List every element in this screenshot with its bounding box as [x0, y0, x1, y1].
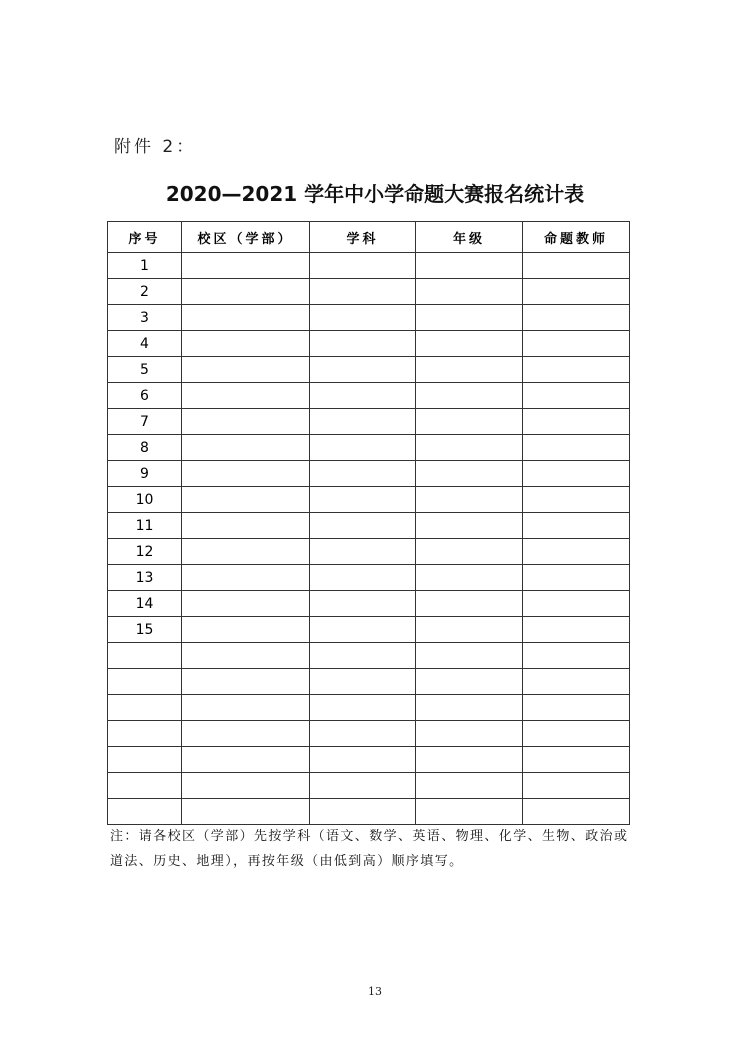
row-index-cell: 1 [108, 253, 182, 279]
footnote: 注：请各校区（学部）先按学科（语文、数学、英语、物理、化学、生物、政治或道法、历史、地理），再按年级（由低到高）顺序填写。 [110, 829, 629, 869]
table-row [108, 487, 630, 513]
grade-cell[interactable] [416, 617, 523, 643]
subject-cell[interactable] [310, 643, 416, 669]
table-row [108, 695, 630, 721]
row-index-cell: 8 [108, 435, 182, 461]
campus-cell[interactable] [182, 669, 310, 695]
table-row [108, 669, 630, 695]
campus-cell[interactable] [182, 747, 310, 773]
subject-cell[interactable] [310, 773, 416, 799]
row-index-cell: 13 [108, 565, 182, 591]
row-index-cell: 3 [108, 305, 182, 331]
grade-cell[interactable] [416, 383, 523, 409]
grade-cell[interactable] [416, 279, 523, 305]
teacher-cell[interactable] [523, 253, 630, 279]
subject-cell[interactable] [310, 435, 416, 461]
campus-cell[interactable] [182, 539, 310, 565]
campus-cell[interactable] [182, 435, 310, 461]
teacher-cell[interactable] [523, 487, 630, 513]
table-row [108, 357, 630, 383]
subject-cell[interactable] [310, 617, 416, 643]
subject-cell[interactable] [310, 539, 416, 565]
grade-cell[interactable] [416, 539, 523, 565]
subject-cell[interactable] [310, 331, 416, 357]
grade-cell[interactable] [416, 357, 523, 383]
row-index-cell [108, 669, 182, 695]
campus-cell[interactable] [182, 279, 310, 305]
row-index-cell: 11 [108, 513, 182, 539]
row-index-cell: 6 [108, 383, 182, 409]
row-index-cell: 15 [108, 617, 182, 643]
campus-cell[interactable] [182, 721, 310, 747]
teacher-cell[interactable] [523, 357, 630, 383]
subject-cell[interactable] [310, 305, 416, 331]
grade-cell[interactable] [416, 565, 523, 591]
grade-cell[interactable] [416, 591, 523, 617]
grade-cell[interactable] [416, 513, 523, 539]
table-row [108, 305, 630, 331]
row-index-cell: 14 [108, 591, 182, 617]
table-row [108, 747, 630, 773]
grade-cell[interactable] [416, 721, 523, 747]
grade-cell[interactable] [416, 305, 523, 331]
grade-cell[interactable] [416, 747, 523, 773]
grade-cell[interactable] [416, 435, 523, 461]
subject-cell[interactable] [310, 409, 416, 435]
row-index-cell [108, 643, 182, 669]
table-row [108, 773, 630, 799]
teacher-cell[interactable] [523, 773, 630, 799]
campus-cell[interactable] [182, 565, 310, 591]
teacher-cell[interactable] [523, 591, 630, 617]
teacher-cell[interactable] [523, 669, 630, 695]
teacher-cell[interactable] [523, 747, 630, 773]
table-row [108, 617, 630, 643]
table-body [108, 253, 630, 825]
campus-cell[interactable] [182, 799, 310, 825]
subject-cell[interactable] [310, 383, 416, 409]
teacher-cell[interactable] [523, 565, 630, 591]
table-row [108, 591, 630, 617]
table-row [108, 461, 630, 487]
subject-cell[interactable] [310, 461, 416, 487]
teacher-cell[interactable] [523, 331, 630, 357]
teacher-cell[interactable] [523, 643, 630, 669]
subject-cell[interactable] [310, 279, 416, 305]
campus-cell[interactable] [182, 695, 310, 721]
teacher-cell[interactable] [523, 279, 630, 305]
page-title: 2020—2021 学年中小学命题大赛报名统计表 [165, 182, 585, 206]
teacher-cell[interactable] [523, 513, 630, 539]
subject-cell[interactable] [310, 513, 416, 539]
grade-cell[interactable] [416, 461, 523, 487]
table-row [108, 435, 630, 461]
campus-cell[interactable] [182, 617, 310, 643]
header-subject: 学科 [310, 222, 416, 253]
subject-cell[interactable] [310, 747, 416, 773]
campus-cell[interactable] [182, 461, 310, 487]
campus-cell[interactable] [182, 383, 310, 409]
header-campus: 校区（学部） [182, 222, 310, 253]
subject-cell[interactable] [310, 695, 416, 721]
subject-cell[interactable] [310, 565, 416, 591]
row-index-cell [108, 747, 182, 773]
table-row [108, 409, 630, 435]
subject-cell[interactable] [310, 669, 416, 695]
campus-cell[interactable] [182, 253, 310, 279]
page-number: 13 [368, 985, 382, 998]
campus-cell[interactable] [182, 331, 310, 357]
teacher-cell[interactable] [523, 461, 630, 487]
teacher-cell[interactable] [523, 721, 630, 747]
header-index: 序号 [108, 222, 182, 253]
attachment-label: 附件 2： [114, 137, 197, 157]
table-row [108, 565, 630, 591]
subject-cell[interactable] [310, 721, 416, 747]
grade-cell[interactable] [416, 695, 523, 721]
table-row [108, 331, 630, 357]
row-index-cell [108, 721, 182, 747]
subject-cell[interactable] [310, 253, 416, 279]
table-row [108, 539, 630, 565]
grade-cell[interactable] [416, 669, 523, 695]
row-index-cell: 2 [108, 279, 182, 305]
table-row [108, 253, 630, 279]
table-row [108, 279, 630, 305]
teacher-cell[interactable] [523, 695, 630, 721]
teacher-cell[interactable] [523, 435, 630, 461]
grade-cell[interactable] [416, 487, 523, 513]
campus-cell[interactable] [182, 305, 310, 331]
teacher-cell[interactable] [523, 383, 630, 409]
row-index-cell: 9 [108, 461, 182, 487]
header-grade: 年级 [416, 222, 523, 253]
teacher-cell[interactable] [523, 617, 630, 643]
teacher-cell[interactable] [523, 539, 630, 565]
row-index-cell [108, 773, 182, 799]
subject-cell[interactable] [310, 591, 416, 617]
table-row [108, 721, 630, 747]
table-row [108, 513, 630, 539]
grade-cell[interactable] [416, 643, 523, 669]
subject-cell[interactable] [310, 799, 416, 825]
campus-cell[interactable] [182, 773, 310, 799]
grade-cell[interactable] [416, 799, 523, 825]
subject-cell[interactable] [310, 357, 416, 383]
grade-cell[interactable] [416, 253, 523, 279]
header-teacher: 命题教师 [523, 222, 630, 253]
teacher-cell[interactable] [523, 305, 630, 331]
row-index-cell: 10 [108, 487, 182, 513]
row-index-cell: 4 [108, 331, 182, 357]
campus-cell[interactable] [182, 643, 310, 669]
grade-cell[interactable] [416, 409, 523, 435]
grade-cell[interactable] [416, 331, 523, 357]
row-index-cell: 7 [108, 409, 182, 435]
grade-cell[interactable] [416, 773, 523, 799]
teacher-cell[interactable] [523, 799, 630, 825]
campus-cell[interactable] [182, 357, 310, 383]
row-index-cell: 5 [108, 357, 182, 383]
table-row [108, 383, 630, 409]
subject-cell[interactable] [310, 487, 416, 513]
table-header-row [108, 222, 630, 253]
table-row [108, 643, 630, 669]
row-index-cell: 12 [108, 539, 182, 565]
campus-cell[interactable] [182, 591, 310, 617]
campus-cell[interactable] [182, 513, 310, 539]
campus-cell[interactable] [182, 487, 310, 513]
table-row [108, 799, 630, 825]
row-index-cell [108, 799, 182, 825]
campus-cell[interactable] [182, 409, 310, 435]
teacher-cell[interactable] [523, 409, 630, 435]
row-index-cell [108, 695, 182, 721]
registration-table [107, 221, 630, 825]
